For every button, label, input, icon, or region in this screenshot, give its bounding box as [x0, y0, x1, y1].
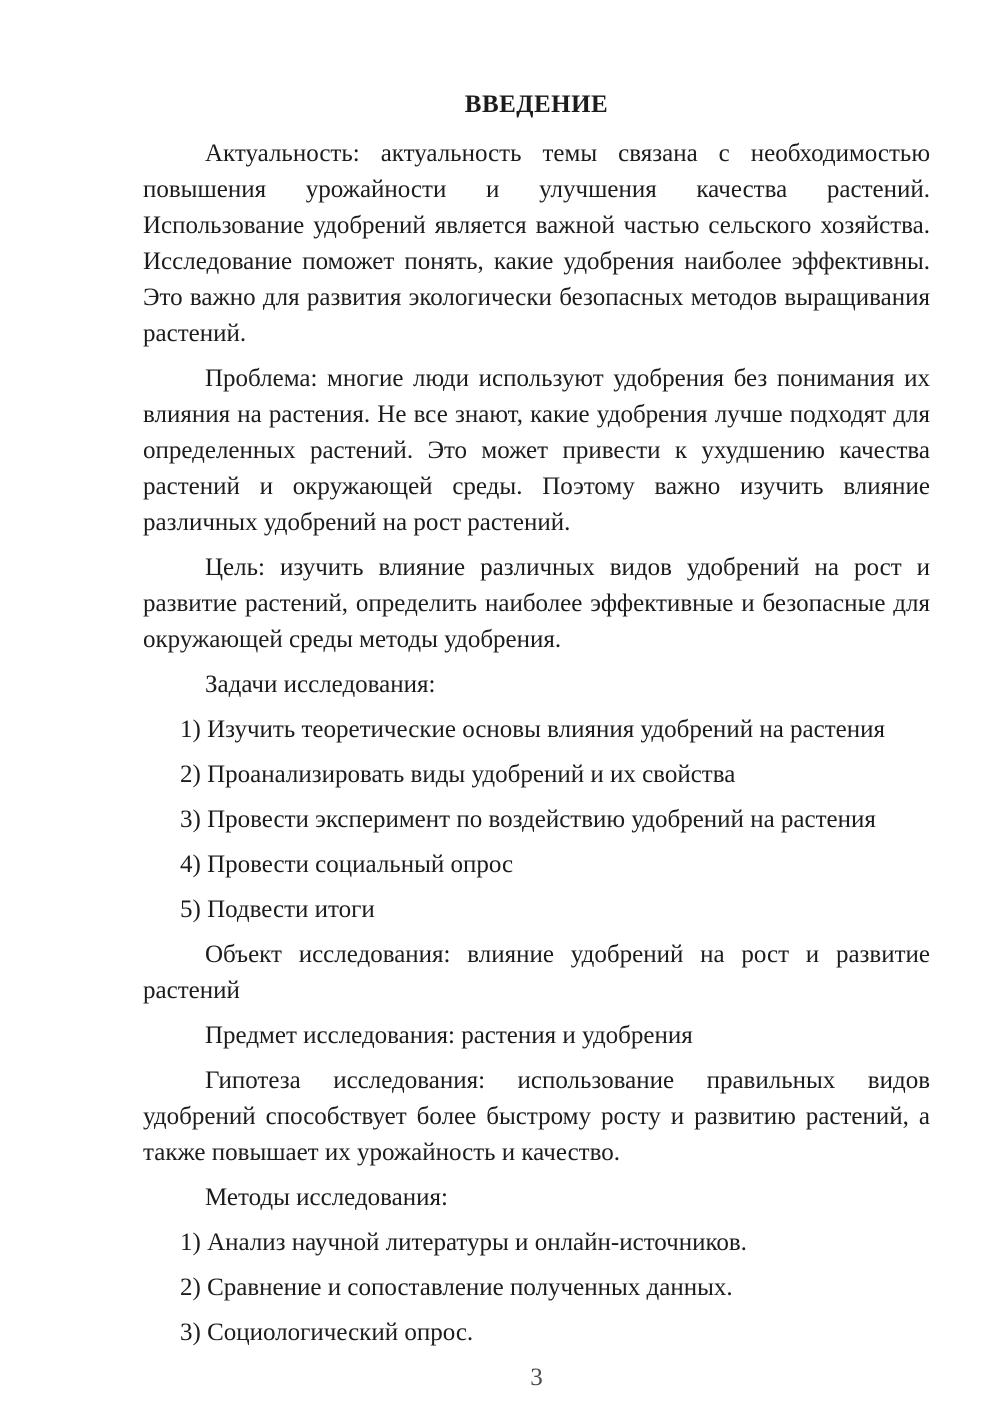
paragraph-subject: Предмет исследования: растения и удобрения	[205, 1022, 693, 1049]
section-heading: ВВЕДЕНИЕ	[464, 91, 609, 118]
paragraph-goal: Цель: изучить влияние различных видов удобрений на рост и развитие растений, определить наиболее эффективные и безопасные для окружающей среды методы удобрения.	[143, 554, 930, 653]
paragraph-actuality: Актуальность: актуальность темы связана с необходимостью повышения урожайности и улучшения качества растений. Использование удобрений является важной частью сельского хозяйства. Исследование поможет понять, какие удобрения наиболее эффективны. Это важно для развития экологически безопасных методов выращивания растений.	[143, 140, 930, 347]
method-item-2: 2) Сравнение и сопоставление полученных данных.	[180, 1274, 733, 1301]
method-item-1: 1) Анализ научной литературы и онлайн-источников.	[180, 1229, 747, 1256]
task-item-3: 3) Провести эксперимент по воздействию удобрений на растения	[180, 806, 876, 833]
methods-heading: Методы исследования:	[205, 1184, 448, 1211]
task-item-1: 1) Изучить теоретические основы влияния удобрений на растения	[180, 716, 886, 743]
page-number: 3	[530, 1364, 543, 1391]
method-item-3: 3) Социологический опрос.	[180, 1319, 474, 1346]
task-item-5: 5) Подвести итоги	[180, 896, 375, 923]
paragraph-problem: Проблема: многие люди используют удобрения без понимания их влияния на растения. Не все знают, какие удобрения лучше подходят для определенных растений. Это может привести к ухудшению качества растений и окружающей среды. Поэтому важно изучить влияние различных удобрений на рост растений.	[143, 365, 930, 536]
tasks-heading: Задачи исследования:	[205, 671, 436, 698]
paragraph-hypothesis: Гипотеза исследования: использование правильных видов удобрений способствует более быстрому росту и развитию растений, а также повышает их урожайность и качество.	[143, 1067, 930, 1166]
task-item-2: 2) Проанализировать виды удобрений и их свойства	[180, 761, 736, 788]
methods-list	[143, 1225, 930, 1351]
paragraph-object: Объект исследования: влияние удобрений на рост и развитие растений	[143, 941, 930, 1004]
tasks-list	[143, 712, 930, 928]
task-item-4: 4) Провести социальный опрос	[180, 851, 514, 878]
